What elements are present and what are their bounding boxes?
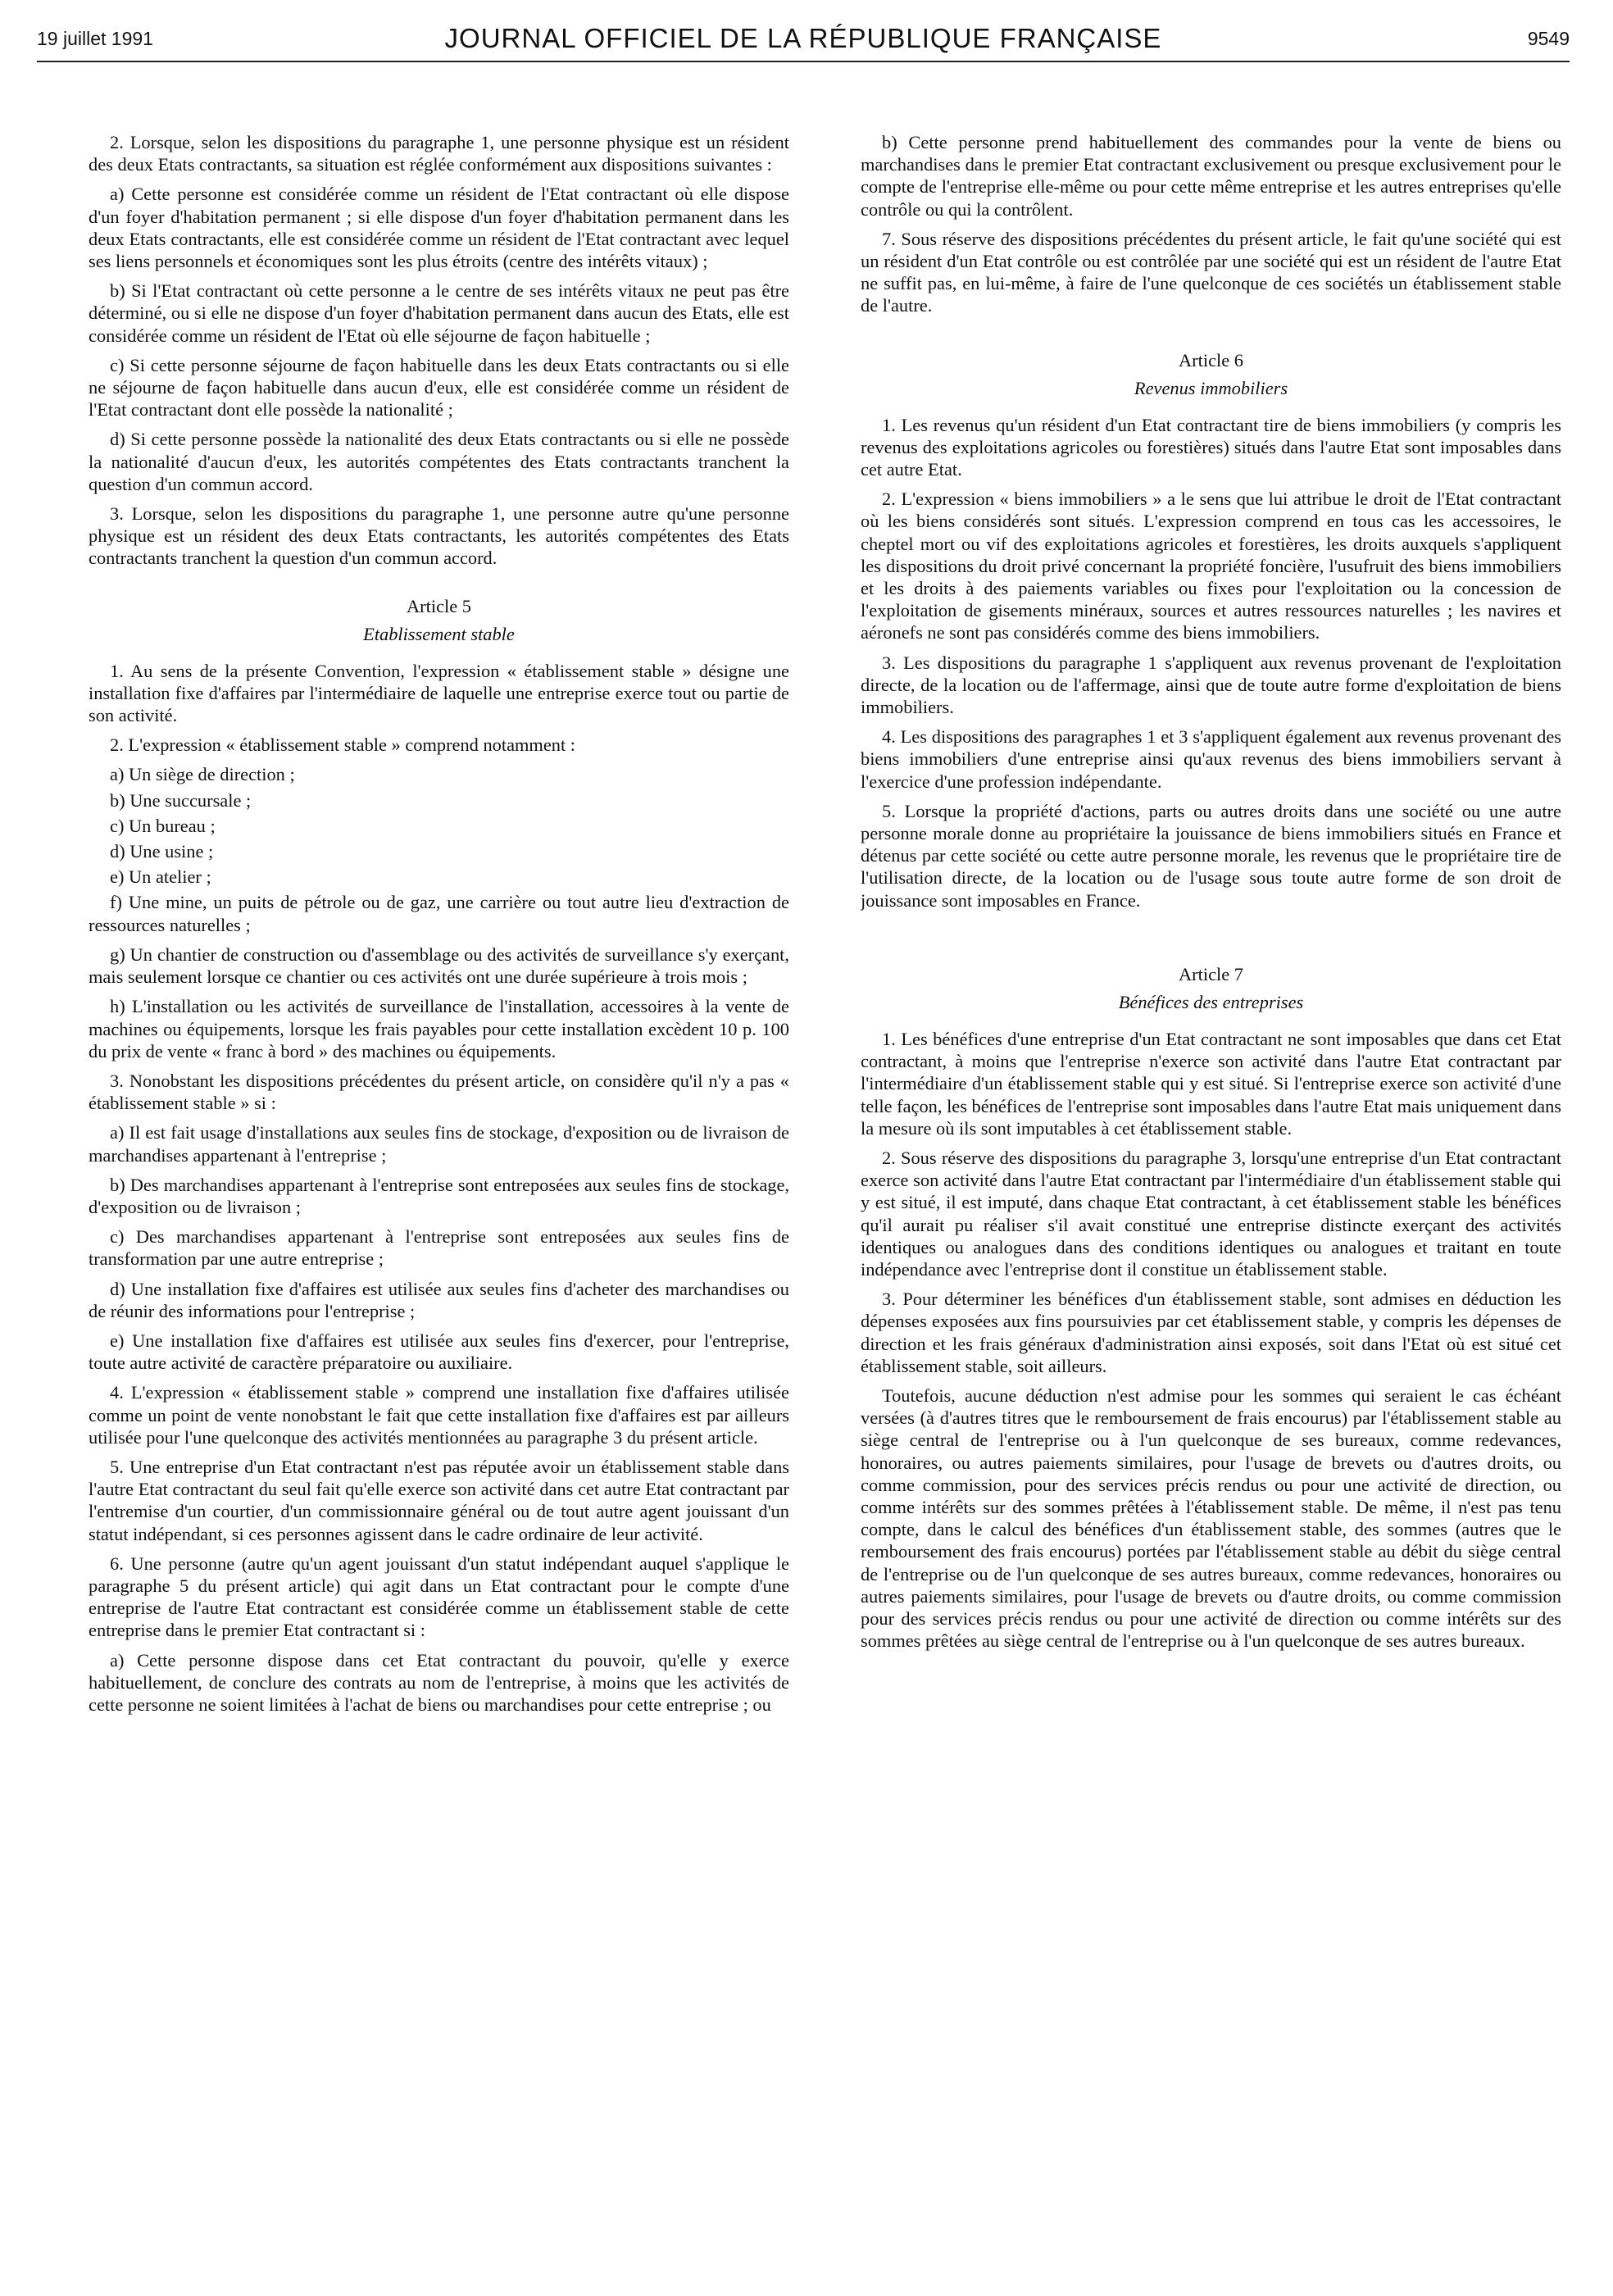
article-subtitle: Revenus immobiliers	[1134, 377, 1288, 398]
paragraph: 6. Une personne (autre qu'un agent jouissant d'un statut indépendant auquel s'applique le paragraphe 5 du présent article) qui agit dans un Etat contractant pour le compte d'une entreprise de l'autre Etat contractant est considérée comme un établissement stable de cette entreprise dans le premier Etat contractant si :	[89, 1553, 789, 1641]
paragraph: 3. Les dispositions du paragraphe 1 s'appliquent aux revenus provenant de l'exploitation directe, de la location ou de l'affermage, ainsi que de toute autre forme d'exploitation de biens immobiliers.	[861, 652, 1561, 718]
paragraph: 2. Sous réserve des dispositions du paragraphe 3, lorsqu'une entreprise d'un Etat contractant exerce son activité dans l'autre Etat contractant par l'intermédiaire d'un établissement stable qui y est situé, il est imputé, dans chaque Etat contractant, à cet établissement stable les bénéfices qu'il aurait pu réaliser s'il avait constitué une entreprise distincte exerçant des activités identiques ou analogues dans des conditions identiques ou analogues et traitant en toute indépendance avec l'entreprise dont il constitue un établissement stable.	[861, 1147, 1561, 1280]
list-item: c) Des marchandises appartenant à l'entreprise sont entreposées aux seules fins de transformation par une autre entreprise ;	[89, 1226, 789, 1270]
page-header	[37, 23, 1570, 59]
paragraph: a) Cette personne est considérée comme un résident de l'Etat contractant où elle dispose d'un foyer d'habitation permanent ; si elle dispose d'un foyer d'habitation permanent dans les deux Etats contractants, elle est considérée comme un résident de l'Etat contractant avec lequel ses liens personnels et économiques sont les plus étroits (centre des intérêts vitaux) ;	[89, 184, 789, 272]
list-item: b) Cette personne prend habituellement des commandes pour la vente de biens ou marchandises dans le premier Etat contractant exclusivement ou presque exclusivement pour le compte de l'entreprise elle-même ou pour cette même entreprise et les autres entreprises qu'elle contrôle ou qui la contrôlent.	[861, 132, 1561, 220]
header-rule	[37, 61, 1570, 62]
page-number: 9549	[1527, 28, 1570, 49]
list-item: f) Une mine, un puits de pétrole ou de gaz, une carrière ou tout autre lieu d'extraction de ressources naturelles ;	[89, 892, 789, 935]
list-item: g) Un chantier de construction ou d'assemblage ou des activités de surveillance s'y exerçant, mais seulement lorsque ce chantier ou ces activités ont une durée supérieure à trois mois ;	[89, 943, 789, 988]
list-item: d) Une installation fixe d'affaires est utilisée aux seules fins d'acheter des marchandises ou de réunir des informations pour l'entreprise ;	[89, 1278, 789, 1321]
article-subtitle: Etablissement stable	[363, 623, 515, 644]
list-item: b) Des marchandises appartenant à l'entreprise sont entreposées aux seules fins de stockage, d'exposition ou de livraison ;	[89, 1174, 789, 1217]
article-heading: Article 7	[1179, 963, 1243, 984]
left-column	[89, 131, 789, 2287]
list-item: a) Il est fait usage d'installations aux seules fins de stockage, d'exposition ou de livraison de marchandises appartenant à l'entreprise ;	[89, 1122, 789, 1166]
paragraph: 1. Les bénéfices d'une entreprise d'un Etat contractant ne sont imposables que dans cet Etat contractant, à moins que l'entreprise n'exerce son activité dans l'autre Etat contractant par l'intermédiaire d'un établissement stable qui y est situé. Si l'entreprise exerce son activité d'une telle façon, les bénéfices de l'entreprise sont imposables dans l'autre Etat mais uniquement dans la mesure où ils sont imputables à cet établissement stable.	[861, 1028, 1561, 1139]
paragraph: 5. Une entreprise d'un Etat contractant n'est pas réputée avoir un établissement stable dans l'autre Etat contractant du seul fait qu'elle exerce son activité dans cet autre Etat contractant par l'entremise d'un courtier, d'un commissionnaire général ou de tout autre agent jouissant d'un statut indépendant, si ces personnes agissent dans le cadre ordinaire de leur activité.	[89, 1456, 789, 1544]
paragraph: 4. L'expression « établissement stable » comprend une installation fixe d'affaires utilisée comme un point de vente nonobstant le fait que cette installation fixe d'affaires est par ailleurs utilisée pour l'une quelconque des activités mentionnées au paragraphe 3 du présent article.	[89, 1382, 789, 1448]
list-item: a) Cette personne dispose dans cet Etat contractant du pouvoir, qu'elle y exerce habituellement, de conclure des contrats au nom de l'entreprise, à moins que les activités de cette personne ne soient limitées à l'achat de biens ou marchandises pour cette entreprise ; ou	[89, 1649, 789, 1715]
list-item: h) L'installation ou les activités de surveillance de l'installation, accessoires à la vente de machines ou équipements, lorsque les frais payables pour cette installation excèdent 10 p. 100 du prix de vente « franc à bord » des machines ou équipements.	[89, 996, 789, 1062]
paragraph: 1. Au sens de la présente Convention, l'expression « établissement stable » désigne une installation fixe d'affaires par l'intermédiaire de laquelle une entreprise exerce tout ou partie de son activité.	[89, 660, 789, 726]
paragraph: 7. Sous réserve des dispositions précédentes du présent article, le fait qu'une société qui est un résident d'un Etat contrôle ou est contrôlée par une société qui est un résident de l'autre Etat ne suffit pas, en lui-même, à faire de l'une quelconque de ces sociétés un établissement stable de l'autre.	[861, 228, 1561, 316]
right-column	[861, 131, 1561, 2287]
article-heading: Article 5	[407, 595, 471, 616]
journal-title: JOURNAL OFFICIEL DE LA RÉPUBLIQUE FRANÇAISE	[444, 23, 1162, 53]
list-item: b) Une succursale ;	[110, 789, 252, 811]
list-item: e) Une installation fixe d'affaires est utilisée aux seules fins d'exercer, pour l'entreprise, toute autre activité de caractère préparatoire ou auxiliaire.	[89, 1330, 789, 1374]
paragraph: d) Si cette personne possède la nationalité des deux Etats contractants ou si elle ne possède la nationalité d'aucun d'eux, les autorités compétentes des Etats contractants tranchent la question d'un commun accord.	[89, 429, 789, 494]
list-item: c) Un bureau ;	[110, 815, 216, 836]
paragraph: 3. Nonobstant les dispositions précédentes du présent article, on considère qu'il n'y a pas « établissement stable » si :	[89, 1070, 789, 1114]
paragraph: 3. Lorsque, selon les dispositions du paragraphe 1, une personne autre qu'une personne physique est un résident des deux Etats contractants, les autorités compétentes des Etats contractants tranchent la question d'un commun accord.	[89, 503, 789, 569]
paragraph: 1. Les revenus qu'un résident d'un Etat contractant tire de biens immobiliers (y compris les revenus des exploitations agricoles ou forestières) situés dans l'autre Etat sont imposables dans cet autre Etat.	[861, 414, 1561, 480]
paragraph: b) Si l'Etat contractant où cette personne a le centre de ses intérêts vitaux ne peut pas être déterminé, ou si elle ne dispose d'un foyer d'habitation permanent dans aucun des Etats, elle est considérée comme un résident de l'Etat où elle séjourne de façon habituelle ;	[89, 280, 789, 346]
paragraph: 2. L'expression « établissement stable » comprend notamment :	[110, 734, 576, 756]
list-item: d) Une usine ;	[110, 841, 214, 862]
paragraph: Toutefois, aucune déduction n'est admise pour les sommes qui seraient le cas échéant versées (à d'autres titres que le remboursement de frais encourus) par l'établissement stable au siège central de l'entreprise ou à l'un quelconque de ses bureaux, comme redevances, honoraires, ou autres paiements similaires, pour l'usage de brevets ou d'autres droits, ou comme commission, pour des services précis rendus ou pour une activité de direction, ou comme intérêts sur des sommes prêtées à l'établissement stable. De même, il n'est pas tenu compte, dans le calcul des bénéfices d'un établissement stable, des sommes (autres que le remboursement des frais encourus) portées par l'établissement stable au débit du siège central de l'entreprise ou de l'un quelconque de ses autres bureaux, comme redevances, honoraires ou autres paiements similaires, pour l'usage de brevets ou d'autre droits, ou comme commission pour des services précis rendus ou pour une activité de direction ou comme intérêts sur des sommes prêtées au siège central de l'entreprise ou à l'un quelconque de ses autres bureaux.	[861, 1384, 1561, 1652]
list-item: e) Un atelier ;	[110, 866, 211, 888]
list-item: a) Un siège de direction ;	[110, 764, 295, 785]
article-subtitle: Bénéfices des entreprises	[1118, 991, 1304, 1012]
issue-date: 19 juillet 1991	[37, 28, 153, 49]
paragraph: 2. Lorsque, selon les dispositions du paragraphe 1, une personne physique est un résident des deux Etats contractants, sa situation est réglée conformément aux dispositions suivantes :	[89, 132, 789, 175]
paragraph: c) Si cette personne séjourne de façon habituelle dans les deux Etats contractants ou si elle ne séjourne de façon habituelle dans aucun d'eux, elle est considérée comme un résident de l'Etat contractant dont elle possède la nationalité ;	[89, 354, 789, 421]
paragraph: 4. Les dispositions des paragraphes 1 et 3 s'appliquent également aux revenus provenant des biens immobiliers d'une entreprise ainsi qu'aux revenus des biens immobiliers servant à l'exercice d'une profession indépendante.	[861, 726, 1561, 792]
paragraph: 5. Lorsque la propriété d'actions, parts ou autres droits dans une société ou une autre personne morale donne au propriétaire la jouissance de biens immobiliers situés en France et détenus par cette société ou cette autre personne morale, les revenus que le propriétaire tire de l'utilisation directe, de la location ou de l'usage sous toute autre forme de son droit de jouissance sont imposables en France.	[861, 800, 1561, 911]
article-heading: Article 6	[1179, 349, 1243, 371]
paragraph: 2. L'expression « biens immobiliers » a le sens que lui attribue le droit de l'Etat contractant où les biens considérés sont situés. L'expression comprend en tous cas les accessoires, le cheptel mort ou vif des exploitations agricoles et forestières, les droits auxquels s'appliquent les dispositions du droit privé concernant la propriété foncière, l'usufruit des biens immobiliers et les droits à des paiements variables ou fixes pour l'exploitation ou la concession de l'exploitation de gisements minéraux, sources et autres ressources naturelles ; les navires et aéronefs ne sont pas considérés comme des biens immobiliers.	[861, 489, 1561, 643]
paragraph: 3. Pour déterminer les bénéfices d'un établissement stable, sont admises en déduction les dépenses exposées aux fins poursuivies par cet établissement stable, y compris les dépenses de direction et les frais généraux d'administration ainsi exposés, soit dans l'Etat où est situé cet établissement stable, soit ailleurs.	[861, 1289, 1561, 1376]
